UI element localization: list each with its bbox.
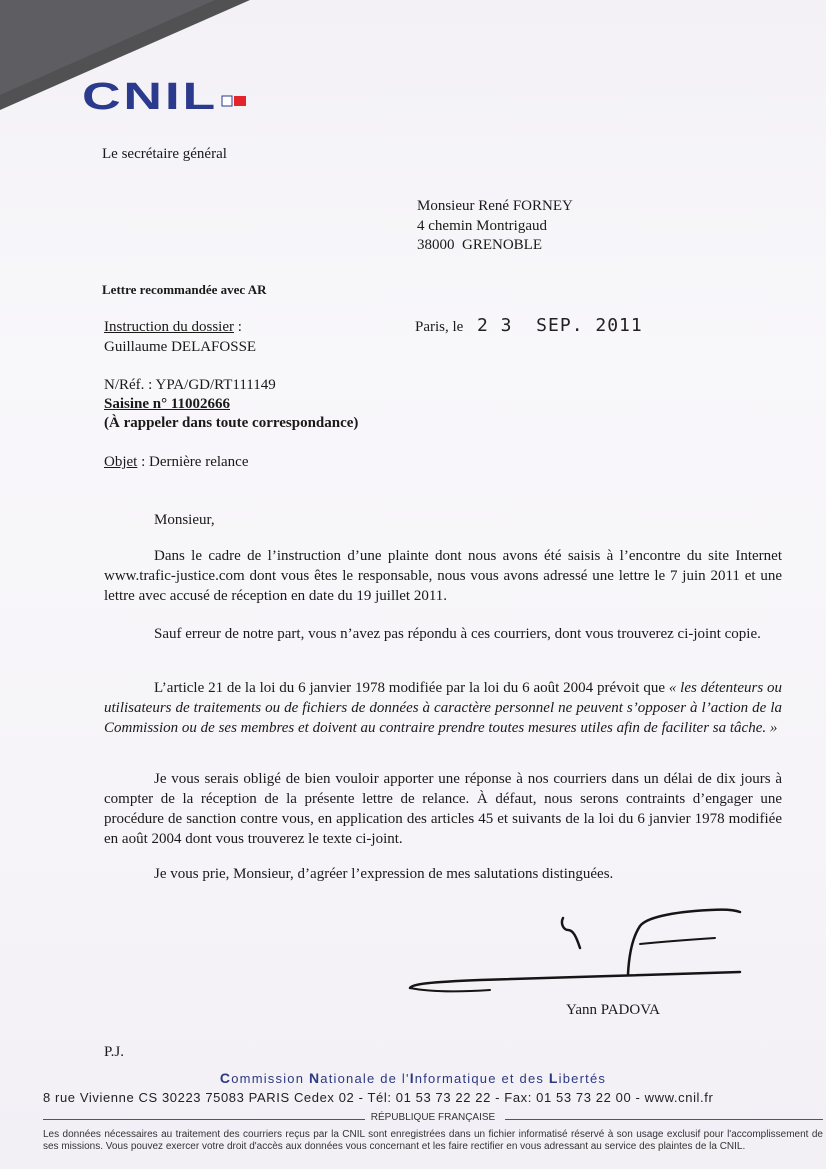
instruction-label: Instruction du dossier <box>104 319 234 335</box>
republic-label: RÉPUBLIQUE FRANÇAISE <box>370 1112 496 1123</box>
paragraph-3-quote: « les détenteurs ou utilisateurs de traitements ou de fichiers de données à caractère personnel ne peuvent s’opposer à l’action de la Commission ou de ses membres et doivent au contraire prendre toutes mesures utiles afin de faciliter sa tâche. » <box>104 680 783 736</box>
paragraph-2: Sauf erreur de notre part, vous n’avez pas répondu à ces courriers, dont vous trouverez ci-joint copie. <box>154 626 761 642</box>
paragraph-1: Dans le cadre de l’instruction d’une plainte dont nous avons été saisis à l’encontre du site Internet www.trafic-justice.com dont vous êtes le responsable, nous vous avons adressé une lettre le 7 juin 2011 et une lettre avec accusé de réception en date du 19 juillet 2011. <box>104 548 782 604</box>
recipient-name: Monsieur René FORNEY <box>417 198 573 214</box>
instruction-suffix: : <box>233 319 242 335</box>
org-initial-n: N <box>308 1070 321 1086</box>
object-line <box>104 453 249 472</box>
org-initial-i: I <box>409 1070 415 1086</box>
cnil-logo <box>82 76 252 116</box>
date-stamp: 2 3 SEP. 2011 <box>477 315 643 336</box>
reference-saisine: Saisine n° 11002666 <box>104 396 231 412</box>
instruction-name: Guillaume DELAFOSSE <box>104 339 257 355</box>
object-label: Objet <box>104 454 138 470</box>
reference-nref: N/Réf. : YPA/GD/RT111149 <box>104 377 276 393</box>
sender-title: Le secrétaire général <box>102 146 227 162</box>
footer-address: 8 rue Vivienne CS 30223 75083 PARIS Cedex 02 - Tél: 01 53 73 22 22 - Fax: 01 53 73 22 00 - www.cnil.fr <box>43 1090 714 1105</box>
paragraph-4: Je vous serais obligé de bien vouloir apporter une réponse à nos courriers dans un délai de dix jours à compter de la réception de la présente lettre de relance. À défaut, nous serons contraints d’engager une procédure de sanction contre vous, en application des articles 45 et suivants de la loi du 6 janvier 1978 modifiée en août 2004 dont vous trouverez le texte ci-joint. <box>104 771 782 847</box>
divider-right-line <box>505 1119 823 1120</box>
privacy-notice: Les données nécessaires au traitement des courriers reçus par la CNIL sont enregistrées dans un fichier informatisé réservé à son usage exclusif pour l'accomplissement de ses missions. Vous pouvez exercer votre droit d'accès aux données vous concernant et les faire rectifier en vous adressant au service des plaintes de la CNIL. <box>43 1129 823 1152</box>
enclosure: P.J. <box>104 1044 125 1060</box>
paragraph-5: Je vous prie, Monsieur, d’agréer l’expression de mes salutations distinguées. <box>154 866 614 882</box>
org-word-libertes: ibertés <box>558 1071 607 1086</box>
recipient-city: 38000 GRENOBLE <box>417 237 542 253</box>
org-word-commission: ommission <box>231 1071 309 1086</box>
instruction-line <box>104 318 242 337</box>
reference-reminder: (À rappeler dans toute correspondance) <box>104 415 359 431</box>
signatory-name: Yann PADOVA <box>566 1002 660 1018</box>
recipient-street: 4 chemin Montrigaud <box>417 218 547 234</box>
paragraph-3-intro: L’article 21 de la loi du 6 janvier 1978 modifiée par la loi du 6 août 2004 prévoit que <box>154 680 669 696</box>
svg-text:CNIL: CNIL <box>82 76 218 116</box>
org-word-informatique: nformatique et des <box>414 1071 549 1086</box>
republic-divider <box>43 1112 823 1126</box>
date-prefix: Paris, le <box>415 319 464 335</box>
org-word-nationale: ationale de l' <box>320 1071 410 1086</box>
handwritten-signature <box>400 900 750 1000</box>
org-initial-l: L <box>548 1070 559 1086</box>
paragraph-3 <box>104 678 782 738</box>
mail-type: Lettre recommandée avec AR <box>102 282 267 297</box>
salutation: Monsieur, <box>154 512 215 528</box>
object-text: : Dernière relance <box>137 454 249 470</box>
footer-organization <box>0 1070 826 1086</box>
org-initial-c: C <box>219 1070 232 1086</box>
